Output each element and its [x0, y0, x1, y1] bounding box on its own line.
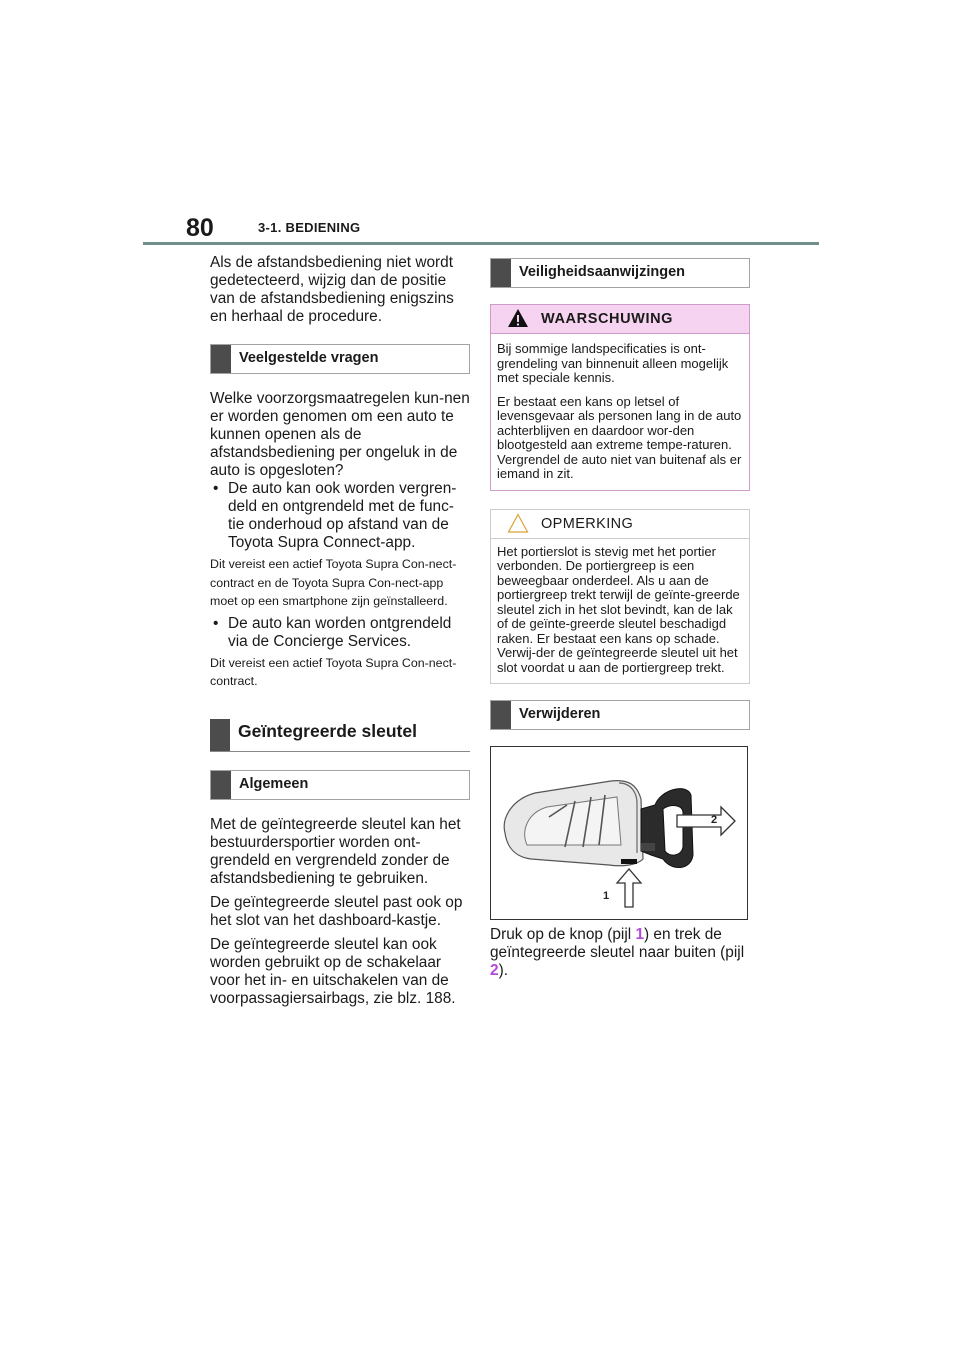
faq-note: Dit vereist een actief Toyota Supra Con-nect-contract.: [210, 655, 457, 688]
warning-box: [490, 304, 750, 491]
right-column: [490, 254, 750, 980]
general-heading-label: Algemeen: [239, 775, 309, 792]
integrated-key-heading: [210, 719, 470, 752]
faq-question: Welke voorzorgsmaatregelen kun-nen er worden genomen om een auto te kunnen openen als de afstandsbediening per ongeluk in de auto is opgesloten?: [210, 390, 470, 479]
remove-heading: [490, 700, 750, 730]
notice-header: [491, 510, 749, 539]
bullet-item: • De auto kan worden ontgrendeld via de Concierge Services.: [210, 615, 470, 651]
callout-number: 2: [490, 962, 499, 979]
remove-heading-label: Verwijderen: [519, 706, 601, 722]
figure-callout-2: 2: [711, 814, 718, 826]
caption-text: ).: [498, 962, 508, 979]
heading-bar: [210, 719, 230, 751]
general-heading: [210, 770, 470, 800]
warning-header: [491, 305, 749, 334]
warning-title: WAARSCHUWING: [541, 311, 674, 327]
faq-note: Dit vereist een actief Toyota Supra Con-nect-contract en de Toyota Supra Con-nect-app moet op een smartphone zijn geïnstalleerd.: [210, 557, 457, 608]
heading-bar: [491, 259, 511, 287]
warning-paragraph: Er bestaat een kans op letsel of levensgevaar als personen lang in de auto achterblijven en daardoor wor-den blootgesteld aan extreme tempe-raturen. Vergrendel de auto niet van buitenaf als er iemand in zit.: [497, 393, 742, 481]
section-title: 3-1. BEDIENING: [258, 220, 361, 235]
faq-heading-label: Veelgestelde vragen: [239, 350, 379, 366]
notice-paragraph: Het portierslot is stevig met het portier verbonden. De portiergreep is een beweegbaar onderdeel. Als u aan de portiergreep trekt terwijl de geïnte-greerde sleutel zich in het slot bevindt, kan de lak of de geïnte-greerde sleutel beschadigd raken. Er bestaat een kans op schade. Verwij-der de geïntegreerde sleutel uit het slot voordat u aan de portiergreep trekt.: [497, 543, 740, 675]
safety-heading: [490, 258, 750, 288]
figure-caption: [490, 926, 750, 980]
key-removal-figure: [490, 746, 748, 920]
bullet-item: • De auto kan ook worden vergren-deld en ontgrendeld met de func-tie onderhoud op afstand van de Toyota Supra Connect-app.: [210, 480, 470, 552]
notice-title: OPMERKING: [541, 515, 634, 532]
paragraph: Met de geïntegreerde sleutel kan het bestuurdersportier worden ont-grendeld en vergrendeld zonder de afstandsbediening te gebruiken.: [210, 815, 461, 887]
warning-triangle-icon: [507, 308, 529, 328]
warning-paragraph: Bij sommige landspecificaties is ont-grendeling van binnenuit alleen mogelijk met speciale kennis.: [497, 341, 729, 385]
figure-callout-1: 1: [603, 890, 610, 902]
header-rule: [143, 242, 819, 245]
key-illustration: [491, 747, 747, 919]
paragraph: De geïntegreerde sleutel past ook op het slot van het dashboard-kastje.: [210, 893, 463, 929]
caution-triangle-icon: [507, 513, 529, 533]
left-column: [210, 254, 470, 1008]
heading-bar: [211, 771, 231, 799]
intro-paragraph: Als de afstandsbediening niet wordt gedetecteerd, wijzig dan de positie van de afstandsbediening enigszins en herhaal de procedure.: [210, 254, 454, 325]
page-number: 80: [186, 214, 214, 242]
integrated-key-heading-label: Geïntegreerde sleutel: [238, 720, 417, 741]
notice-box: [490, 509, 750, 685]
warning-body: [491, 334, 749, 490]
caption-text: Druk op de knop (pijl: [490, 926, 636, 943]
faq-heading: [210, 344, 470, 374]
notice-body: [491, 539, 749, 684]
caption-text: ) en trek de geïntegreerde sleutel naar buiten (pijl: [490, 926, 745, 961]
faq-bullets: [210, 480, 470, 552]
heading-bar: [491, 701, 511, 729]
safety-heading-label: Veiligheidsaanwijzingen: [519, 264, 685, 280]
callout-number: 1: [635, 926, 644, 943]
paragraph: De geïntegreerde sleutel kan ook worden gebruikt op de schakelaar voor het in- en uitschakelen van de voorpassagiersairbags, zie blz. 188.: [210, 935, 456, 1007]
faq-bullets: [210, 615, 470, 651]
heading-bar: [211, 345, 231, 373]
